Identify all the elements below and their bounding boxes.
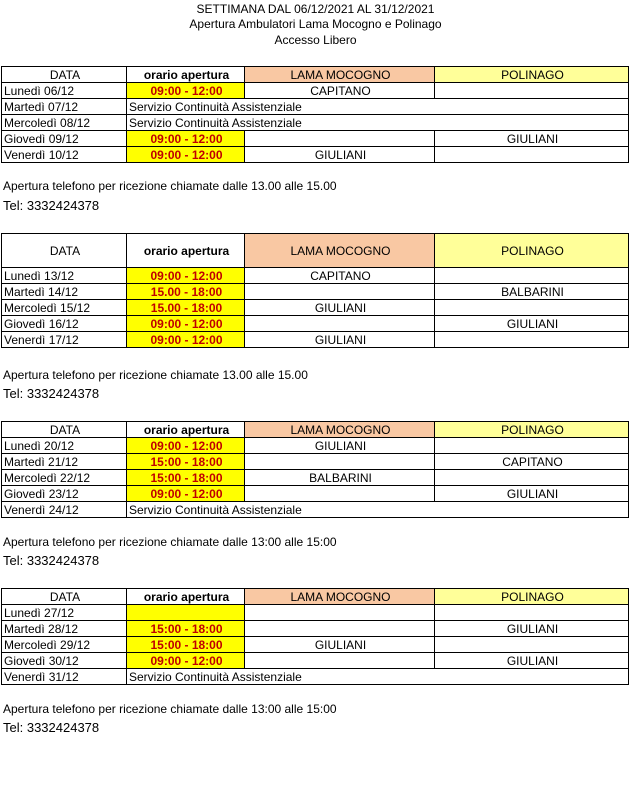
column-header-polinago: POLINAGO	[435, 234, 629, 268]
column-header-orario: orario apertura	[127, 234, 245, 268]
polinago-cell	[435, 637, 629, 653]
lama-cell: BALBARINI	[245, 470, 435, 486]
column-header-lama-mocogno: LAMA MOCOGNO	[245, 234, 435, 268]
polinago-cell: GIULIANI	[435, 316, 629, 332]
column-header-data: DATA	[2, 234, 127, 268]
column-header-orario: orario apertura	[127, 589, 245, 605]
table-row	[2, 621, 629, 637]
column-header-polinago: POLINAGO	[435, 422, 629, 438]
lama-cell	[245, 653, 435, 669]
table-header-row	[2, 589, 629, 605]
polinago-cell	[435, 605, 629, 621]
table-row	[2, 486, 629, 502]
table-row	[2, 300, 629, 316]
date-cell: Martedì 07/12	[2, 99, 127, 115]
time-cell: 15:00 - 18:00	[127, 454, 245, 470]
table-row	[2, 653, 629, 669]
time-cell: 15.00 - 18:00	[127, 284, 245, 300]
date-cell: Venerdì 10/12	[2, 147, 127, 163]
lama-cell: GIULIANI	[245, 637, 435, 653]
table-row	[2, 605, 629, 621]
time-cell: 09:00 - 12:00	[127, 486, 245, 502]
schedule-table-week-4	[1, 588, 629, 685]
lama-cell	[245, 605, 435, 621]
date-cell: Mercoledì 29/12	[2, 637, 127, 653]
date-cell: Mercoledì 08/12	[2, 115, 127, 131]
column-header-polinago: POLINAGO	[435, 589, 629, 605]
polinago-cell	[435, 300, 629, 316]
table-row	[2, 83, 629, 99]
table-row	[2, 637, 629, 653]
column-header-polinago: POLINAGO	[435, 67, 629, 83]
date-cell: Lunedì 13/12	[2, 268, 127, 284]
time-cell: 09:00 - 12:00	[127, 268, 245, 284]
time-cell: 09:00 - 12:00	[127, 316, 245, 332]
polinago-cell	[435, 147, 629, 163]
lama-cell: GIULIANI	[245, 300, 435, 316]
lama-cell: CAPITANO	[245, 268, 435, 284]
service-cell: Servizio Continuità Assistenziale	[127, 99, 629, 115]
time-cell: 09:00 - 12:00	[127, 147, 245, 163]
polinago-cell: CAPITANO	[435, 454, 629, 470]
document-subtitle: Apertura Ambulatori Lama Mocogno e Polinago	[189, 17, 442, 31]
column-header-lama-mocogno: LAMA MOCOGNO	[245, 67, 435, 83]
table-row	[2, 131, 629, 147]
document-title: SETTIMANA DAL 06/12/2021 AL 31/12/2021	[196, 2, 435, 16]
table-row	[2, 332, 629, 348]
date-cell: Lunedì 20/12	[2, 438, 127, 454]
polinago-cell	[435, 268, 629, 284]
lama-cell	[245, 316, 435, 332]
date-cell: Martedì 14/12	[2, 284, 127, 300]
table-row	[2, 147, 629, 163]
lama-cell	[245, 454, 435, 470]
time-cell	[127, 605, 245, 621]
lama-cell	[245, 621, 435, 637]
polinago-cell: GIULIANI	[435, 486, 629, 502]
polinago-cell	[435, 470, 629, 486]
time-cell: 09:00 - 12:00	[127, 653, 245, 669]
column-header-lama-mocogno: LAMA MOCOGNO	[245, 589, 435, 605]
date-cell: Venerdì 31/12	[2, 669, 127, 685]
table-row	[2, 316, 629, 332]
table-header-row	[2, 422, 629, 438]
lama-cell	[245, 131, 435, 147]
table-row	[2, 438, 629, 454]
table-row	[2, 669, 629, 685]
date-cell: Giovedì 16/12	[2, 316, 127, 332]
lama-cell: GIULIANI	[245, 147, 435, 163]
service-cell: Servizio Continuità Assistenziale	[127, 669, 629, 685]
date-cell: Giovedì 30/12	[2, 653, 127, 669]
table-row	[2, 454, 629, 470]
schedule-table-week-2	[1, 233, 629, 348]
date-cell: Mercoledì 22/12	[2, 470, 127, 486]
column-header-data: DATA	[2, 67, 127, 83]
time-cell: 09:00 - 12:00	[127, 332, 245, 348]
polinago-cell: BALBARINI	[435, 284, 629, 300]
phone-number: Tel: 3332424378	[3, 720, 100, 735]
column-header-lama-mocogno: LAMA MOCOGNO	[245, 422, 435, 438]
column-header-data: DATA	[2, 422, 127, 438]
time-cell: 15:00 - 18:00	[127, 621, 245, 637]
lama-cell: GIULIANI	[245, 332, 435, 348]
lama-cell: GIULIANI	[245, 438, 435, 454]
phone-note: Apertura telefono per ricezione chiamate 13.00 alle 15.00	[3, 368, 308, 382]
polinago-cell	[435, 83, 629, 99]
date-cell: Venerdì 24/12	[2, 502, 127, 518]
polinago-cell	[435, 332, 629, 348]
schedule-table-week-3	[1, 421, 629, 518]
column-header-data: DATA	[2, 589, 127, 605]
service-cell: Servizio Continuità Assistenziale	[127, 502, 629, 518]
phone-note: Apertura telefono per ricezione chiamate dalle 13:00 alle 15:00	[3, 535, 337, 549]
polinago-cell	[435, 438, 629, 454]
schedule-table-week-1	[1, 66, 629, 163]
date-cell: Lunedì 27/12	[2, 605, 127, 621]
access-type: Accesso Libero	[274, 33, 357, 47]
table-row	[2, 268, 629, 284]
polinago-cell: GIULIANI	[435, 653, 629, 669]
date-cell: Martedì 28/12	[2, 621, 127, 637]
lama-cell	[245, 284, 435, 300]
column-header-orario: orario apertura	[127, 67, 245, 83]
table-row	[2, 99, 629, 115]
table-header-row	[2, 234, 629, 268]
time-cell: 09:00 - 12:00	[127, 438, 245, 454]
table-row	[2, 115, 629, 131]
date-cell: Giovedì 23/12	[2, 486, 127, 502]
polinago-cell: GIULIANI	[435, 131, 629, 147]
phone-number: Tel: 3332424378	[3, 553, 100, 568]
time-cell: 09:00 - 12:00	[127, 83, 245, 99]
time-cell: 15:00 - 18:00	[127, 470, 245, 486]
time-cell: 09:00 - 12:00	[127, 131, 245, 147]
time-cell: 15:00 - 18:00	[127, 637, 245, 653]
time-cell: 15.00 - 18:00	[127, 300, 245, 316]
polinago-cell: GIULIANI	[435, 621, 629, 637]
column-header-orario: orario apertura	[127, 422, 245, 438]
phone-note: Apertura telefono per ricezione chiamate dalle 13:00 alle 15:00	[3, 702, 337, 716]
date-cell: Mercoledì 15/12	[2, 300, 127, 316]
lama-cell	[245, 486, 435, 502]
phone-number: Tel: 3332424378	[3, 198, 100, 213]
lama-cell: CAPITANO	[245, 83, 435, 99]
table-header-row	[2, 67, 629, 83]
date-cell: Martedì 21/12	[2, 454, 127, 470]
phone-note: Apertura telefono per ricezione chiamate dalle 13.00 alle 15.00	[3, 179, 337, 193]
phone-number: Tel: 3332424378	[3, 386, 100, 401]
date-cell: Lunedì 06/12	[2, 83, 127, 99]
table-row	[2, 470, 629, 486]
service-cell: Servizio Continuità Assistenziale	[127, 115, 629, 131]
table-row	[2, 284, 629, 300]
date-cell: Giovedì 09/12	[2, 131, 127, 147]
date-cell: Venerdì 17/12	[2, 332, 127, 348]
table-row	[2, 502, 629, 518]
